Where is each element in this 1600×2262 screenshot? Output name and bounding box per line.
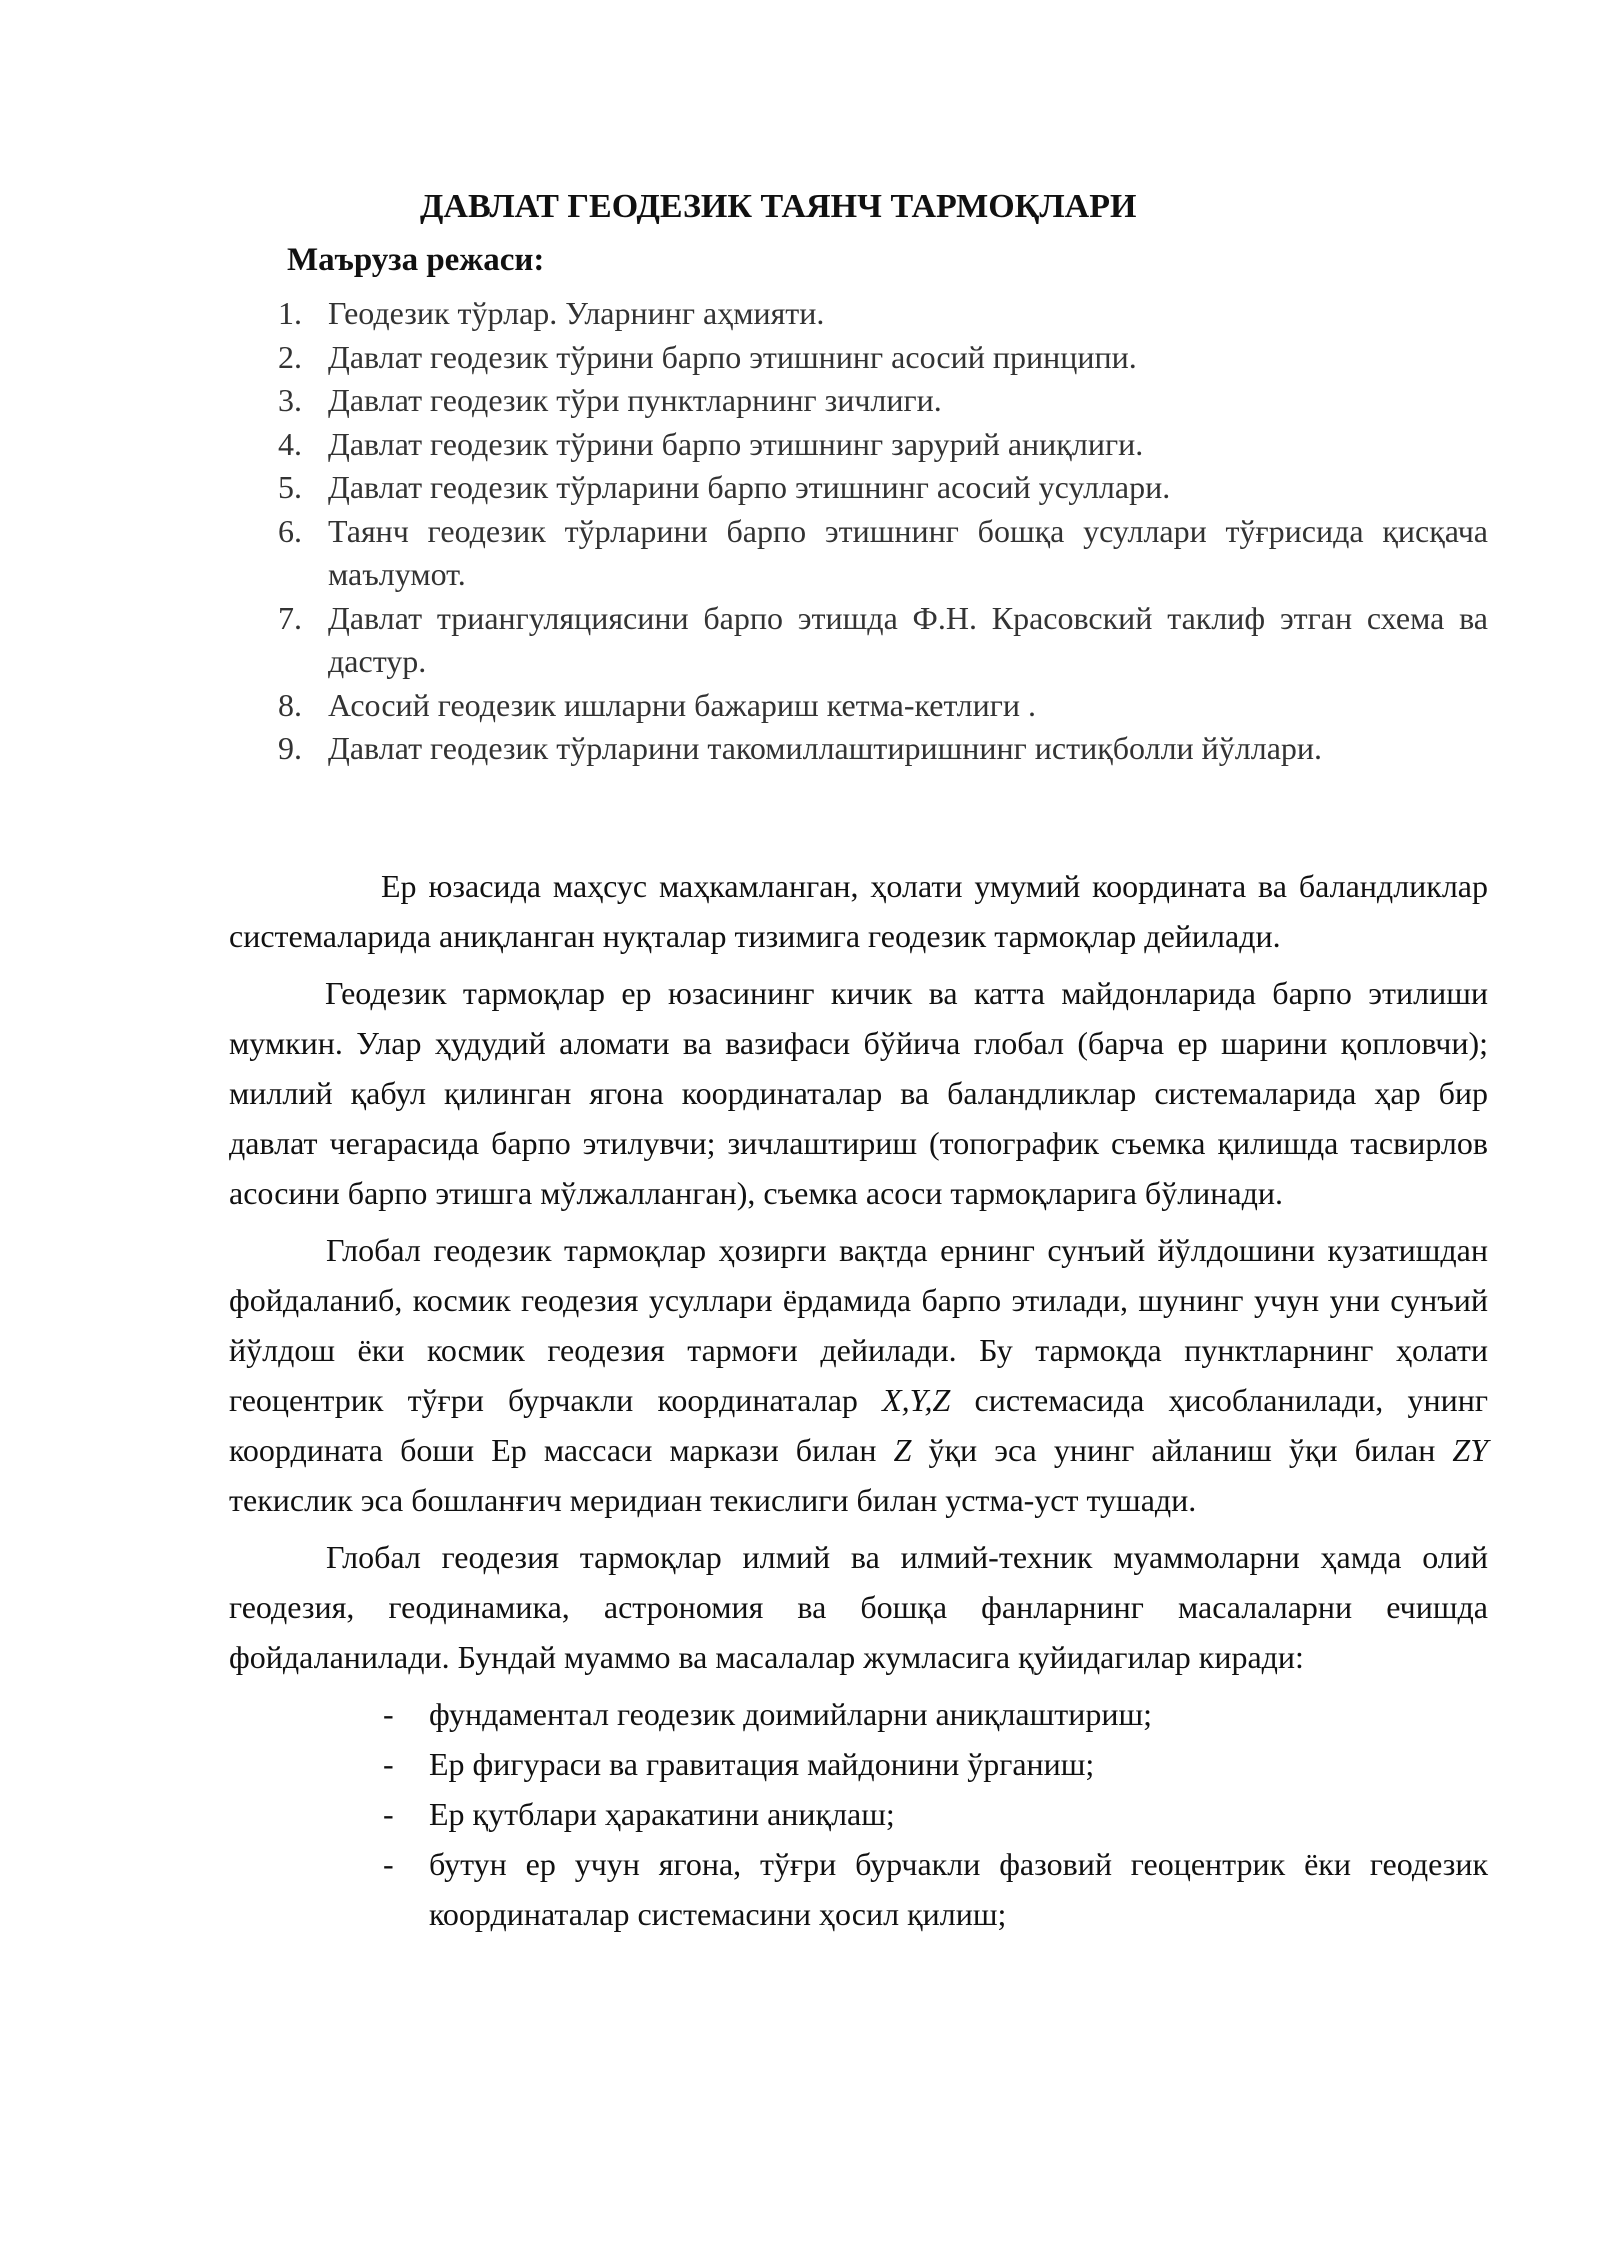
plan-item-text: Давлат триангуляциясини барпо этишда Ф.Н. Красовский таклиф этган схема ва дастур. xyxy=(328,599,1488,679)
plan-item-number: 5. xyxy=(278,469,302,505)
document-title: ДАВЛАТ ГЕОДЕЗИК ТАЯНЧ ТАРМОҚЛАРИ xyxy=(420,188,1137,225)
paragraph-global-networks xyxy=(229,1225,1488,1525)
plan-item xyxy=(270,423,1488,467)
bullet-dash: - xyxy=(383,1846,394,1882)
bullet-item xyxy=(379,1839,1488,1939)
bullet-text: Ер қутблари ҳаракатини аниқлаш; xyxy=(429,1796,895,1832)
paragraph-global-usage: Глобал геодезия тармоқлар илмий ва илмий-техник муаммоларни ҳамда олий геодезия, геодинамика, астрономия ва бошқа фанларнинг масалаларни ечишда фойдаланилади. Бундай муаммо ва масалалар жумласига қуйидагилар киради: xyxy=(229,1539,1488,1675)
paragraph-text-segment: Глобал геодезик тармоқлар ҳозирги вақтда ернинг сунъий йўлдошини кузатишдан фойдаланиб, космик геодезия усуллари ёрдамида барпо этилади, шунинг учун уни сунъий йўлдош ёки космик геодезия тармоғи дейилади. Бу тармоқда пунктларнинг ҳолати геоцентрик тўғри бурчакли координаталар xyxy=(229,1232,1488,1418)
plan-item-number: 3. xyxy=(278,382,302,418)
bullet-dash: - xyxy=(383,1696,394,1732)
plan-item xyxy=(270,292,1488,336)
bullet-dash: - xyxy=(383,1746,394,1782)
bullet-dash: - xyxy=(383,1796,394,1832)
bullet-item xyxy=(379,1789,1488,1839)
plan-item xyxy=(270,336,1488,380)
plan-item-text: Таянч геодезик тўрларини барпо этишнинг бошқа усуллари тўғрисида қисқача маълумот. xyxy=(328,512,1488,592)
lecture-plan-heading: Маъруза режаси: xyxy=(287,242,545,278)
tasks-bullet-list xyxy=(379,1689,1488,1939)
bullet-item xyxy=(379,1739,1488,1789)
plan-item-text: Давлат геодезик тўри пунктларнинг зичлиги. xyxy=(328,382,942,418)
plan-item-number: 6. xyxy=(278,512,302,549)
plan-item-text: Давлат геодезик тўрини барпо этишнинг зарурий аниқлиги. xyxy=(328,425,1144,462)
plan-item xyxy=(270,466,1488,510)
plan-item-text: Давлат геодезик тўрларини барпо этишнинг асосий усуллари. xyxy=(328,469,1171,505)
plan-item-number: 7. xyxy=(278,599,302,636)
coordinate-axes-label: X,Y,Z xyxy=(882,1382,951,1418)
lecture-plan-list xyxy=(270,292,1488,771)
plan-item-number: 1. xyxy=(278,295,302,331)
paragraph-text-segment: ўқи эса унинг айланиш ўқи билан xyxy=(911,1432,1453,1468)
bullet-text: Ер фигураси ва гравитация майдонини ўрганиш; xyxy=(429,1746,1095,1782)
plan-item-number: 4. xyxy=(278,425,302,462)
bullet-item xyxy=(379,1689,1488,1739)
plan-item xyxy=(270,684,1488,728)
plan-item-text: Давлат геодезик тўрини барпо этишнинг асосий принципи. xyxy=(328,338,1137,375)
plane-zy-label: ZY xyxy=(1452,1432,1489,1468)
plan-item-number: 8. xyxy=(278,686,302,723)
plan-item-text: Давлат геодезик тўрларини такомиллаштиришнинг истиқболли йўллари. xyxy=(328,730,1323,766)
paragraph-definition: Ер юзасида маҳсус маҳкамланган, ҳолати умумий координата ва баландликлар системаларида аниқланган нуқталар тизимига геодезик тармоқлар дейилади. xyxy=(229,868,1488,954)
plan-item-text: Асосий геодезик ишларни бажариш кетма-кетлиги . xyxy=(328,686,1036,723)
plan-item-text: Геодезик тўрлар. Уларнинг аҳмияти. xyxy=(328,295,825,331)
paragraph-network-types: Геодезик тармоқлар ер юзасининг кичик ва катта майдонларида барпо этилиши мумкин. Улар ҳудудий аломати ва вазифаси бўйича глобал (барча ер шарини қопловчи); миллий қабул қилинган ягона координаталар ва баландликлар системаларида ҳар бир давлат чегарасида барпо этилувчи; зичлаштириш (топографик съемка қилишда тасвирлов асосини барпо этишга мўлжалланган), съемка асоси тармоқларига бўлинади. xyxy=(229,975,1488,1211)
plan-item xyxy=(270,727,1488,771)
paragraph-text-segment: системасида ҳисобланилади, унинг координата боши Ер массаси маркази билан xyxy=(229,1382,1489,1468)
plan-item-number: 2. xyxy=(278,338,302,375)
bullet-text: бутун ер учун ягона, тўғри бурчакли фазовий геоцентрик ёки геодезик координаталар системасини ҳосил қилиш; xyxy=(429,1846,1488,1932)
plan-item-number: 9. xyxy=(278,730,302,766)
axis-z-label: Z xyxy=(893,1432,912,1468)
document-body xyxy=(229,861,1488,1939)
plan-item xyxy=(270,510,1488,597)
plan-item xyxy=(270,379,1488,423)
plan-item xyxy=(270,597,1488,684)
paragraph-text-segment: текислик эса бошланғич меридиан текислиги билан устма-уст тушади. xyxy=(229,1482,1197,1518)
bullet-text: фундаментал геодезик доимийларни аниқлаштириш; xyxy=(429,1696,1153,1732)
